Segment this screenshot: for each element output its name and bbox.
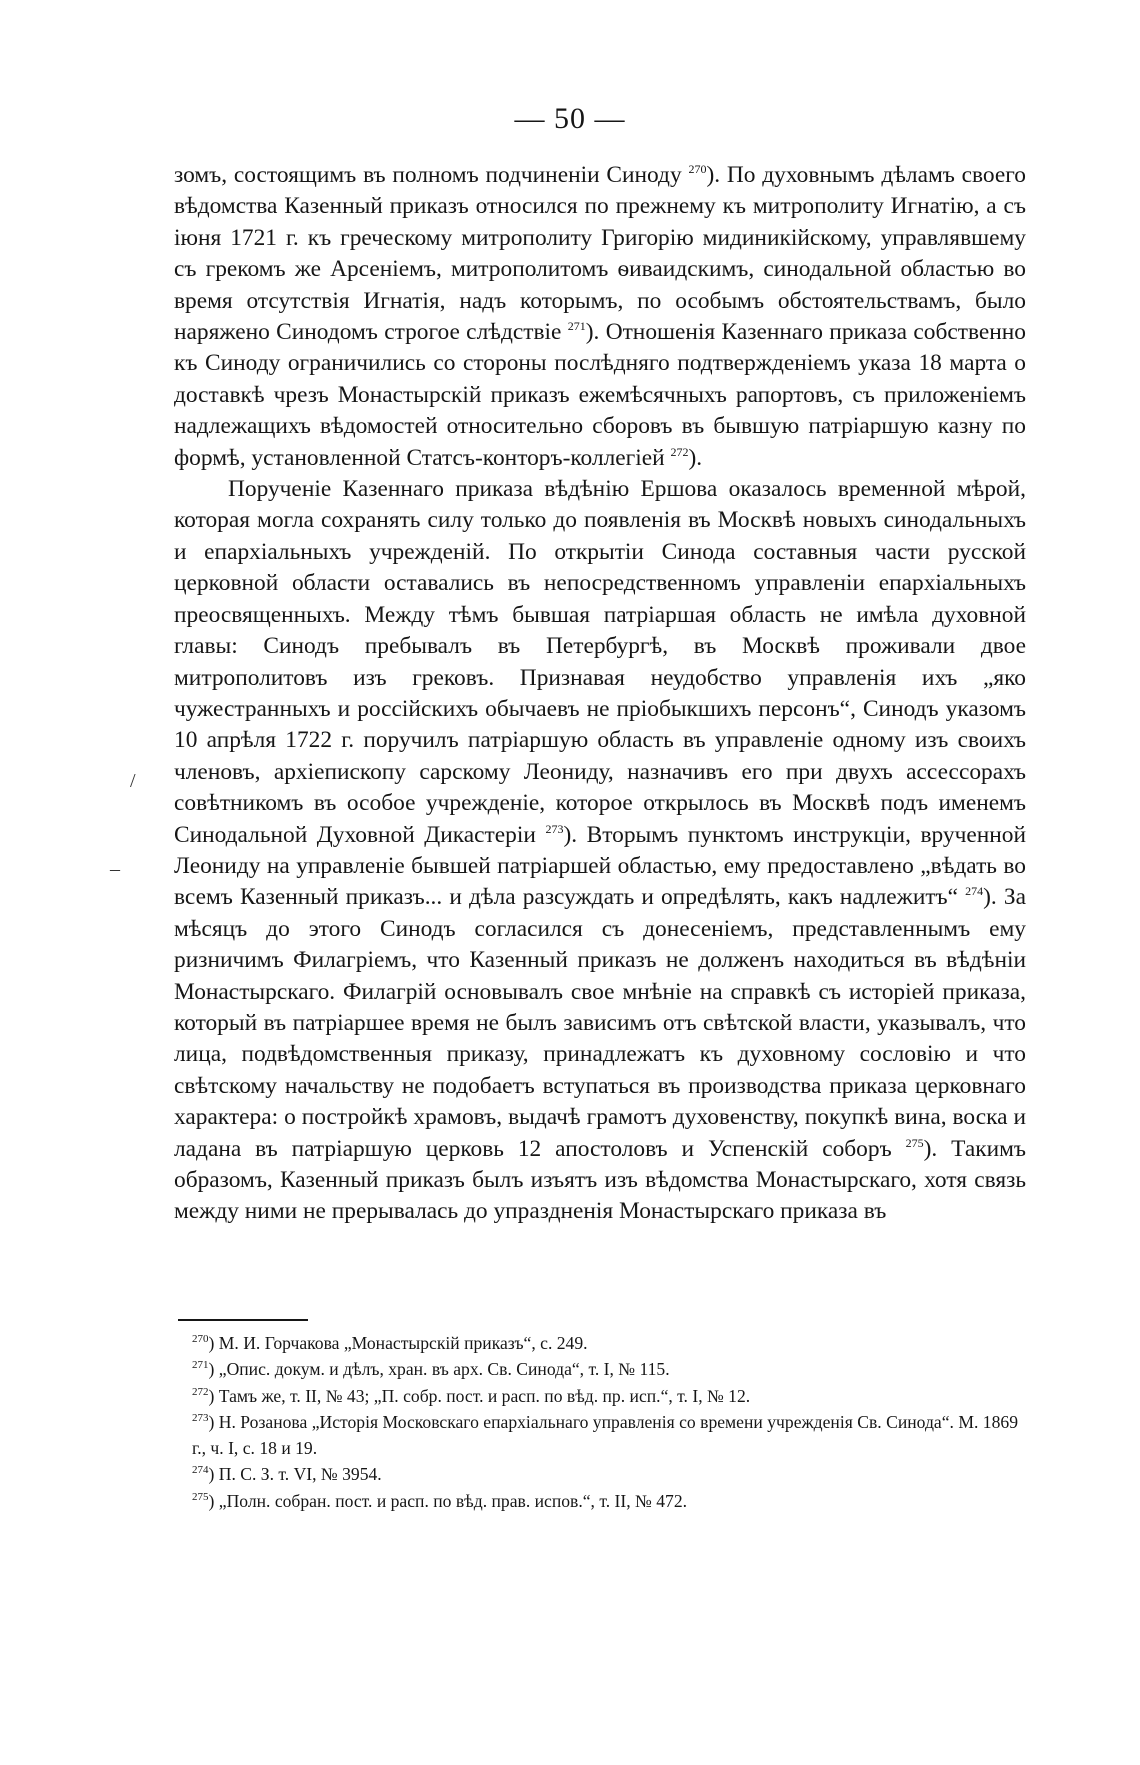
- margin-mark-1: /: [130, 770, 136, 792]
- footnote-number: 272: [192, 1385, 209, 1398]
- footnote-number: 270: [192, 1333, 209, 1346]
- footnote-text: ) Н. Розанова „Исторія Московскаго епархіальнаго управленія со времени учрежденія Св. Синода“. М. 1869 г., ч. I, с. 18 и 19.: [192, 1411, 1018, 1459]
- p1-text-c: ). Отношенія Казеннаго приказа собственно къ Синоду ограничились со стороны послѣдняго подтвержденіемъ указа 18 марта о доставкѣ чрезъ Монастырскій приказъ ежемѣсячныхъ рапортовъ, съ приложеніемъ надлежащихъ вѣдомостей относительно сборовъ въ бывшую патріаршую казну по формѣ, установленной Статсъ-конторъ-коллегіей: [174, 319, 1026, 471]
- footnote-ref-270: 270: [688, 162, 707, 177]
- page-number: — 50 —: [514, 102, 626, 135]
- footnote-ref-273: 273: [545, 821, 564, 836]
- footnote-ref-275: 275: [905, 1135, 924, 1150]
- footnote-text: ) П. С. З. т. VI, № 3954.: [208, 1464, 382, 1485]
- footnote-number: 273: [192, 1412, 209, 1425]
- footnote-270: [192, 1330, 1018, 1356]
- footnote-275: [192, 1488, 1018, 1514]
- footnotes: [192, 1330, 1018, 1514]
- footnote-number: 274: [192, 1464, 209, 1477]
- footnote-272: [192, 1383, 1018, 1409]
- paragraph-2: [174, 474, 1026, 1228]
- footnote-number: 271: [192, 1359, 209, 1372]
- p2-text-c: ). За мѣсяцъ до этого Синодъ согласился съ донесеніемъ, представленнымъ ему ризничимъ Филагріемъ, что Казенный приказъ не долженъ находиться въ вѣдѣніи Монастырскаго. Филагрій основывалъ свое мнѣніе на справкѣ съ исторіей приказа, который въ патріаршее время не былъ зависимъ отъ свѣтской власти, указывалъ, что лица, подвѣдомственныя приказу, принадлежатъ къ духовному сословію и что свѣтскому начальству не подобаетъ вступаться въ производства приказа церковнаго характера: о постройкѣ храмовъ, выдачѣ грамотъ духовенству, покупкѣ вина, воска и ладана въ патріаршую церковь 12 апостоловъ и Успенскій соборъ: [174, 884, 1026, 1162]
- p2-text-d: ). Такимъ образомъ, Казенный приказъ былъ изъятъ изъ вѣдомства Монастырскаго, хотя связь между ними не прерывалась до упраздненія Монастырскаго приказа въ: [174, 1135, 1026, 1225]
- footnote-divider: [178, 1319, 308, 1321]
- footnote-number: 275: [192, 1490, 209, 1503]
- margin-mark-2: –: [110, 858, 120, 880]
- footnote-ref-272: 272: [670, 444, 689, 459]
- p1-text-a: зомъ, состоящимъ въ полномъ подчиненіи Синоду: [174, 162, 689, 188]
- paragraph-1: [174, 160, 1026, 474]
- p1-text-d: ).: [688, 444, 703, 471]
- footnote-ref-271: 271: [567, 319, 586, 334]
- footnote-text: ) М. И. Горчакова „Монастырскій приказъ“, с. 249.: [208, 1333, 588, 1353]
- main-text: [174, 160, 1026, 1228]
- footnote-271: [192, 1356, 1018, 1382]
- footnote-273: [192, 1409, 1018, 1462]
- footnote-text: ) „Полн. собран. пост. и расп. по вѣд. прав. испов.“, т. II, № 472.: [208, 1490, 688, 1511]
- footnote-text: ) Тамъ же, т. II, № 43; „П. собр. пост. и расп. по вѣд. пр. исп.“, т. I, № 12.: [208, 1385, 751, 1406]
- footnote-text: ) „Опис. докум. и дѣлъ, хран. въ арх. Св. Синода“, т. I, № 115.: [208, 1359, 670, 1380]
- footnote-274: [192, 1461, 1018, 1487]
- footnote-ref-274: 274: [965, 884, 984, 899]
- p2-text-a: Порученіе Казеннаго приказа вѣдѣнію Ершова оказалось временной мѣрой, которая могла сохранять силу только до появленія въ Москвѣ новыхъ синодальныхъ и епархіальныхъ учрежденій. По открытіи Синода составныя части русской церковной области оставались въ непосредственномъ управленіи епархіальныхъ преосвященныхъ. Между тѣмъ бывшая патріаршая область не имѣла духовной главы: Синодъ пребывалъ въ Петербургѣ, въ Москвѣ проживали двое митрополитовъ изъ грековъ. Признавая неудобство управленія ихъ „яко чужестранныхъ и россійскихъ обычаевъ не пріобыкшихъ персонъ“, Синодъ указомъ 10 апрѣля 1722 г. поручилъ патріаршую область въ управленіе одному изъ своихъ членовъ, архіепископу сарскому Леониду, назначивъ его при двухъ ассессорахъ совѣтникомъ въ особое учрежденіе, которое открылось въ Москвѣ подъ именемъ Синодальной Духовной Дикастеріи: [174, 476, 1026, 848]
- p1-text-b: ). По духовнымъ дѣламъ своего вѣдомства Казенный приказъ относился по прежнему къ митрополиту Игнатію, а съ іюня 1721 г. къ греческому митрополиту Григорію мидиникійскому, управлявшему съ грекомъ же Арсеніемъ, митрополитомъ ѳиваидскимъ, синодальной областью во время отсутствія Игнатія, надъ которымъ, по особымъ обстоятельствамъ, было наряжено Синодомъ строгое слѣдствіе: [174, 162, 1027, 346]
- p2-text-b: ). Вторымъ пунктомъ инструкціи, врученной Леониду на управленіе бывшей патріаршей областью, ему предоставлено „вѣдать во всемъ Казенный приказъ... и дѣла разсуждать и опредѣлять, какъ надлежитъ“: [174, 821, 1027, 911]
